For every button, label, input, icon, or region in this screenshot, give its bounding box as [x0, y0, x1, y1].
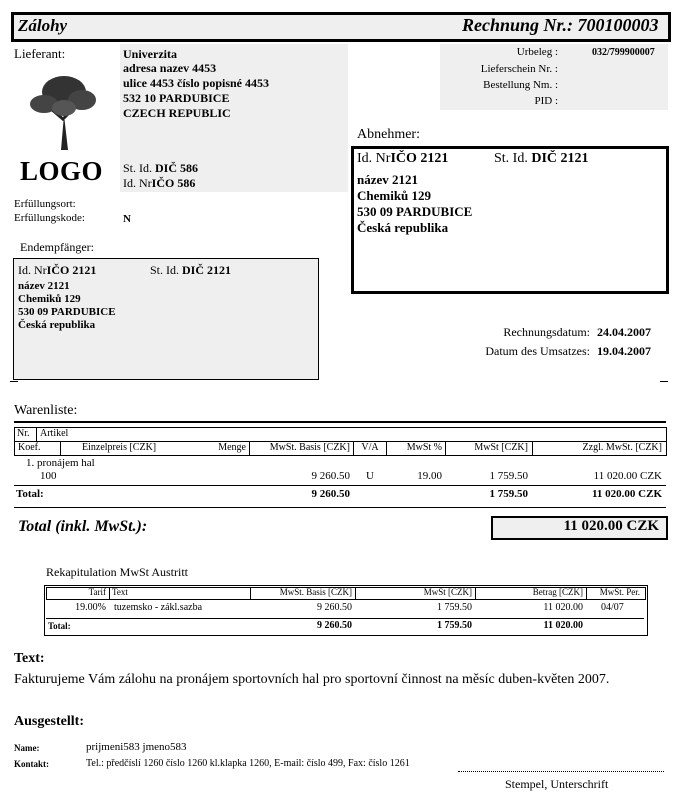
buyer-city: 530 09 PARDUBICE: [357, 204, 473, 219]
issued-name: prijmeni583 jmeno583: [86, 741, 187, 753]
doc-type: Zálohy: [18, 16, 68, 35]
invoice-label: Rechnung Nr.:: [462, 15, 574, 35]
buyer-country: Česká republika: [357, 220, 449, 235]
recap-sum-amount: 11 020.00: [543, 620, 583, 631]
recap-sum-vat: 1 759.50: [437, 620, 472, 631]
supplier-name: Univerzita: [123, 47, 177, 61]
recipient-city: 530 09 PARDUBICE: [18, 306, 116, 318]
bestellung-label: Bestellung Nm. :: [483, 79, 558, 91]
fold-mark-left: [10, 381, 18, 382]
col-rate: MwSt %: [406, 442, 442, 453]
col-artikel: Artikel: [40, 428, 69, 439]
recipient-country: Česká republika: [18, 319, 96, 331]
recap-row-base: 9 260.50: [317, 602, 352, 613]
issued-name-label: Name:: [14, 743, 40, 753]
issued-contact-label: Kontakt:: [14, 759, 50, 769]
recap-row-text: tuzemsko - zákl.sazba: [114, 602, 203, 613]
recap-sum-base: 9 260.50: [317, 620, 352, 631]
col-base: MwSt. Basis [CZK]: [269, 442, 350, 453]
col-price: Einzelpreis [CZK]: [82, 442, 157, 453]
signature-line: [458, 771, 664, 772]
recap-col-text: Text: [112, 587, 128, 597]
tax-date: 19.04.2007: [597, 344, 651, 358]
buyer-label: Abnehmer:: [357, 127, 420, 142]
buyer-street: Chemiků 129: [357, 188, 432, 203]
items-title: Warenliste:: [14, 403, 78, 418]
col-total: Zzgl. MwSt. [CZK]: [582, 442, 662, 453]
recap-row-vat: 1 759.50: [437, 602, 472, 613]
buyer-ico: Id. NrIČO 2121: [357, 151, 449, 166]
col-koef: Koef.: [18, 442, 41, 453]
logo-text: LOGO: [20, 156, 104, 186]
recipient-ico: Id. NrIČO 2121: [18, 263, 97, 277]
recap-col-base: MwSt. Basis [CZK]: [279, 587, 352, 597]
item-vat: 1 759.50: [489, 470, 528, 482]
urbeleg-value: 032/799900007: [592, 47, 655, 58]
items-sum-line: [14, 485, 666, 486]
lieferschein-label: Lieferschein Nr. :: [480, 63, 558, 75]
tax-date-label: Datum des Umsatzes:: [485, 344, 590, 358]
fulfillment-code-value: N: [123, 213, 131, 225]
items-sum-vat: 1 759.50: [489, 488, 528, 500]
fulfillment-place-label: Erfüllungsort:: [14, 198, 76, 210]
invoice-value: 700100003: [577, 15, 659, 35]
items-head-row1: [14, 427, 667, 442]
recap-col-tarif: Tarif: [88, 587, 106, 597]
buyer-name: název 2121: [357, 172, 419, 187]
items-bottom-line: [14, 507, 666, 508]
text-label: Text:: [14, 651, 45, 666]
recipient-dic: St. Id. DIČ 2121: [150, 263, 232, 277]
items-sum-label: Total:: [16, 488, 44, 500]
col-qty: Menge: [218, 442, 246, 453]
recipient-street: Chemiků 129: [18, 293, 81, 305]
supplier-label: Lieferant:: [14, 46, 66, 61]
recap-col-period: MwSt. Per.: [599, 587, 640, 597]
issued-contact: Tel.: předčíslí 1260 číslo 1260 kl.klapka 1260, E-mail: číslo 499, Fax: číslo 1261: [86, 758, 410, 769]
buyer-dic: St. Id. DIČ 2121: [494, 151, 589, 166]
col-nr: Nr.: [17, 428, 30, 439]
recap-sum-label: Total:: [48, 621, 71, 631]
fold-mark-right: [660, 381, 668, 382]
recap-title: Rekapitulation MwSt Austritt: [46, 565, 189, 579]
recap-row-period: 04/07: [601, 602, 624, 613]
item-koef: 100: [40, 470, 57, 482]
tree-logo-icon: [28, 70, 98, 150]
pid-label: PID :: [534, 95, 558, 107]
fulfillment-code-label: Erfüllungskode:: [14, 212, 85, 224]
invoice-number: [462, 15, 659, 36]
supplier-addr3: 532 10 PARDUBICE: [123, 91, 230, 105]
signature-label: Stempel, Unterschrift: [505, 777, 609, 791]
recipient-name: název 2121: [18, 280, 70, 292]
items-sum-total: 11 020.00 CZK: [592, 488, 662, 500]
grand-total-value: 11 020.00 CZK: [563, 518, 659, 534]
recap-row-amount: 11 020.00: [543, 602, 583, 613]
col-vat: MwSt [CZK]: [474, 442, 528, 453]
urbeleg-label: Urbeleg :: [516, 46, 558, 58]
item-base: 9 260.50: [311, 470, 350, 482]
issued-label: Ausgestellt:: [14, 714, 84, 729]
recap-row-tarif: 19.00%: [75, 602, 106, 613]
recipient-label: Endempfänger:: [20, 240, 94, 254]
items-top-line: [14, 421, 666, 423]
item-va: U: [366, 470, 374, 482]
supplier-ico: Id. NrIČO 586: [123, 176, 196, 190]
text-body: Fakturujeme Vám zálohu na pronájem sportovních hal pro sportovní činnost na měsíc duben-květen 2007.: [14, 672, 610, 687]
item-total: 11 020.00 CZK: [593, 470, 662, 482]
grand-total-label: Total (inkl. MwSt.):: [18, 518, 148, 535]
supplier-addr2: ulice 4453 číslo popisné 4453: [123, 76, 270, 90]
invoice-date: 24.04.2007: [597, 325, 651, 339]
recap-sum-line: [46, 618, 644, 619]
recap-col-amount: Betrag [CZK]: [532, 587, 583, 597]
supplier-addr1: adresa nazev 4453: [123, 61, 217, 75]
items-sum-base: 9 260.50: [311, 488, 350, 500]
col-va: V/A: [361, 442, 379, 453]
item-rate: 19.00: [417, 470, 442, 482]
supplier-dic: St. Id. DIČ 586: [123, 161, 199, 175]
item-desc: 1. pronájem hal: [26, 457, 95, 469]
supplier-country: CZECH REPUBLIC: [123, 106, 231, 120]
recap-col-vat: MwSt [CZK]: [423, 587, 472, 597]
invoice-date-label: Rechnungsdatum:: [503, 325, 590, 339]
